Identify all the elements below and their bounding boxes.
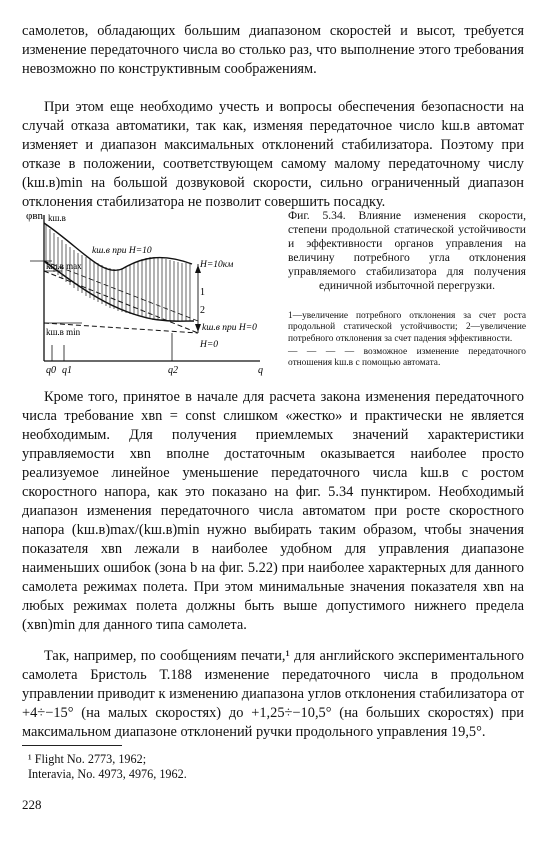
paragraph-1: самолетов, обладающих большим диапазоном скоростей и высот, требуется изменение передаточного числа во столько раз, что выполнение этого требования невозможно по конструктивным соображениям.	[22, 23, 524, 77]
kmax-label: kш.в max	[46, 261, 82, 271]
curve-2-label: 2	[200, 305, 205, 316]
page-number: 228	[22, 797, 42, 812]
figure-5-34	[22, 209, 282, 377]
figure-legend-2: — — — — возможное изменение передаточного отношения kш.в с помощью автомата.	[288, 347, 526, 369]
figure-legend-1: 1—увеличение потребного отклонения за счет роста продольной статической устойчивости; 2—увеличение потребного отклонения за счет падения эффективности.	[288, 311, 526, 344]
figure-diagram	[22, 209, 282, 377]
k-h10-label: kш.в при H=10	[92, 246, 152, 256]
footnote-rule	[22, 745, 122, 746]
q0-label: q0	[46, 365, 56, 376]
q2-label: q2	[168, 365, 178, 376]
k-h0-label: kш.в при H=0	[202, 323, 257, 333]
kmin-label: kш.в min	[46, 327, 81, 337]
paragraph-2: При этом еще необходимо учесть и вопросы обеспечения безопасности на случай отказа автоматики, так как, изменяя передаточное число kш.в автомат изменяет и диапазон максимальных отклонений стабилизатора. Поэтому при отказе в положении, соответствующем самому малому передаточному числу (kш.в)min на большой дозвуковой скорости, сильно ограниченный диапазон отклонения стабилизатора не позволит совершить посадку.	[22, 99, 524, 210]
paragraph-3: Кроме того, принятое в начале для расчета закона изменения передаточного числа требование xвn = const слишком «жестко» и практически не является необходимым. Для получения приемлемых значений характеристики управляемости xвn вполне достаточным оказывается наиболее просто реализуемое линейное уменьшение передаточного числа kш.в с ростом скоростного напора, как это показано на фиг. 5.34 пунктиром. Необходимый диапазон изменения передаточного числа автоматом при росте скоростного напора (kш.в)max/(kш.в)min нужно выбирать таким образом, чтобы значения показателя xвn лежали в наиболее удобном для управления диапазоне наименьших ошибок (зона b на фиг. 5.22) при наиболее характерных для данного самолета режимах полета. При этом минимальные значения показателя xвn на любых режимах полета должны быть выше допустимого нижнего предела (xвn)min для данного типа самолета.	[22, 389, 524, 633]
footnote-line-1: ¹ Flight No. 2773, 1962;	[28, 752, 147, 766]
y-axis-label: φвn	[26, 210, 44, 222]
h10km-label: H=10км	[200, 260, 234, 270]
figure-caption: Фиг. 5.34. Влияние изменения скорости, степени продольной статической устойчивости и эффективности органов управления на величину потребного угла отклонения управляемого стабилизатора для получения единичной избыточной перегрузки.	[288, 209, 526, 292]
paragraph-4: Так, например, по сообщениям печати,¹ для английского экспериментального самолета Бристоль Т.188 изменение передаточного числа в продольном управлении приводит к изменению диапазона углов отклонения стабилизатора от +4÷−15° (на малых скоростях) до +1,25÷−10,5° (на больших скоростях) при максимальном диапазоне отклонений ручки продольного управления 19,5°.	[22, 648, 524, 740]
q1-label: q1	[62, 365, 72, 376]
k-axis-label: kш.в	[48, 213, 66, 223]
curve-1-label: 1	[200, 287, 205, 298]
q-axis-label: q	[258, 365, 263, 376]
footnote-line-2: Interavia, No. 4973, 4976, 1962.	[28, 767, 187, 781]
h0-label: H=0	[200, 340, 219, 350]
